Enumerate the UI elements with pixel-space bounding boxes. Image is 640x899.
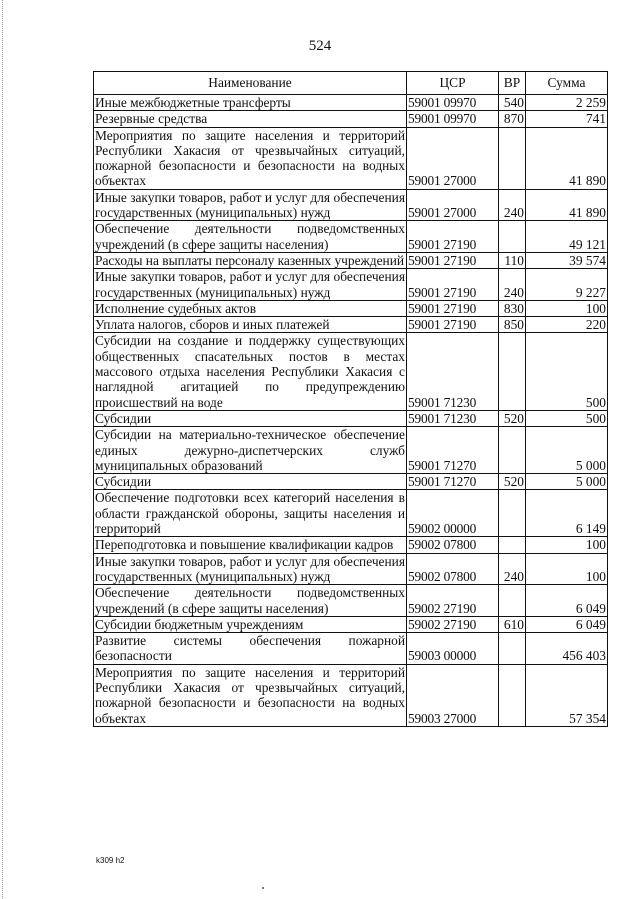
row-csr: 59001 27000 (407, 127, 499, 189)
row-vr (499, 537, 526, 553)
row-sum: 9 227 (526, 269, 608, 301)
row-csr: 59001 71230 (407, 410, 499, 426)
header-csr: ЦСР (407, 72, 499, 95)
footer-code: k309 h2 (96, 856, 125, 865)
row-sum: 741 (526, 111, 608, 127)
row-name: Иные закупки товаров, работ и услуг для обеспечения государственных (муниципальных) нужд (95, 269, 405, 300)
row-name: Развитие системы обеспечения пожарной безопасности (95, 633, 405, 664)
row-vr: 240 (499, 269, 526, 301)
table-row (94, 252, 608, 268)
row-csr: 59002 07800 (407, 553, 499, 585)
row-csr: 59001 27190 (407, 221, 499, 253)
row-csr: 59001 27190 (407, 300, 499, 316)
table-row (94, 490, 608, 537)
row-sum: 100 (526, 537, 608, 553)
row-sum: 5 000 (526, 474, 608, 490)
row-vr: 870 (499, 111, 526, 127)
scan-speck (262, 887, 264, 889)
header-vr: ВР (499, 72, 526, 95)
row-name: Субсидии (94, 474, 407, 490)
row-vr: 850 (499, 317, 526, 333)
table-row (94, 127, 608, 189)
table-row (94, 553, 608, 585)
row-sum: 57 354 (526, 664, 608, 726)
row-sum: 500 (526, 410, 608, 426)
row-vr (499, 427, 526, 474)
row-csr: 59001 09970 (407, 111, 499, 127)
row-csr: 59001 27190 (407, 317, 499, 333)
row-name: Субсидии бюджетным учреждениям (94, 616, 407, 632)
row-name: Иные закупки товаров, работ и услуг для обеспечения государственных (муниципальных) нужд (95, 189, 405, 221)
row-sum: 2 259 (526, 95, 608, 111)
row-vr (499, 490, 526, 537)
row-vr: 540 (499, 95, 526, 111)
row-name: Обеспечение подготовки всех категорий населения в области гражданской обороны, защиты населения и территорий (95, 490, 405, 537)
row-name: Субсидии (94, 410, 407, 426)
table-row (94, 111, 608, 127)
table-row (94, 410, 608, 426)
row-sum: 100 (526, 300, 608, 316)
table-row (94, 474, 608, 490)
row-name: Резервные средства (94, 111, 407, 127)
row-vr: 240 (499, 553, 526, 585)
row-csr: 59001 71270 (407, 474, 499, 490)
row-csr: 59002 00000 (407, 490, 499, 537)
row-vr: 240 (499, 189, 526, 221)
table-row (94, 300, 608, 316)
row-vr: 610 (499, 616, 526, 632)
row-sum: 6 149 (526, 490, 608, 537)
table-row (94, 664, 608, 726)
row-csr: 59001 27190 (407, 252, 499, 268)
table-row (94, 427, 608, 474)
row-name: Уплата налогов, сборов и иных платежей (94, 317, 407, 333)
row-name: Переподготовка и повышение квалификации кадров (94, 537, 407, 553)
row-name: Субсидии на создание и поддержку существующих общественных спасательных постов в местах массового отдыха населения Республики Хакасия с наглядной агитацией по предупреждению происшествий на воде (95, 333, 405, 410)
budget-table (93, 71, 608, 727)
row-sum: 49 121 (526, 221, 608, 253)
header-name: Наименование (94, 72, 407, 95)
table-row (94, 189, 608, 221)
row-csr: 59003 00000 (407, 633, 499, 665)
row-csr: 59001 71270 (407, 427, 499, 474)
scan-left-edge (2, 0, 3, 899)
row-csr: 59001 27000 (407, 189, 499, 221)
table-row (94, 333, 608, 410)
row-sum: 220 (526, 317, 608, 333)
header-row (94, 72, 608, 95)
row-vr (499, 127, 526, 189)
row-sum: 39 574 (526, 252, 608, 268)
row-csr: 59002 27190 (407, 616, 499, 632)
row-name: Субсидии на материально-техническое обеспечение единых дежурно-диспетчерских служб муниципальных образований (95, 427, 405, 473)
table-row (94, 616, 608, 632)
row-vr: 520 (499, 410, 526, 426)
table-row (94, 95, 608, 111)
row-name: Расходы на выплаты персоналу казенных учреждений (94, 252, 407, 268)
row-vr (499, 664, 526, 726)
row-vr: 520 (499, 474, 526, 490)
row-name: Обеспечение деятельности подведомственных учреждений (в сфере защиты населения) (95, 221, 405, 252)
row-vr: 110 (499, 252, 526, 268)
row-sum: 5 000 (526, 427, 608, 474)
row-sum: 6 049 (526, 585, 608, 617)
table-row (94, 221, 608, 253)
table-row (94, 633, 608, 665)
row-sum: 100 (526, 553, 608, 585)
row-name: Иные межбюджетные трансферты (94, 95, 407, 111)
row-name: Мероприятия по защите населения и территорий Республики Хакасия от чрезвычайных ситуаций, пожарной безопасности и безопасности на водных объектах (95, 664, 405, 726)
page-number: 524 (308, 38, 332, 54)
table-row (94, 317, 608, 333)
row-name: Иные закупки товаров, работ и услуг для обеспечения государственных (муниципальных) нужд (95, 553, 405, 584)
row-csr: 59002 07800 (407, 537, 499, 553)
row-vr (499, 221, 526, 253)
row-vr (499, 633, 526, 665)
row-sum: 6 049 (526, 616, 608, 632)
row-vr (499, 585, 526, 617)
row-sum: 41 890 (526, 127, 608, 189)
table-row (94, 585, 608, 617)
row-vr: 830 (499, 300, 526, 316)
table-row (94, 537, 608, 553)
row-sum: 41 890 (526, 189, 608, 221)
row-csr: 59002 27190 (407, 585, 499, 617)
row-csr: 59001 71230 (407, 333, 499, 410)
table-row (94, 269, 608, 301)
row-name: Исполнение судебных актов (94, 300, 407, 316)
row-name: Мероприятия по защите населения и территорий Республики Хакасия от чрезвычайных ситуаций, пожарной безопасности и безопасности на водных объектах (95, 127, 405, 189)
row-csr: 59001 09970 (407, 95, 499, 111)
row-name: Обеспечение деятельности подведомственных учреждений (в сфере защиты населения) (95, 585, 405, 616)
row-csr: 59001 27190 (407, 269, 499, 301)
row-vr (499, 333, 526, 410)
header-sum: Сумма (526, 72, 608, 95)
row-sum: 500 (526, 333, 608, 410)
row-csr: 59003 27000 (407, 664, 499, 726)
row-sum: 456 403 (526, 633, 608, 665)
